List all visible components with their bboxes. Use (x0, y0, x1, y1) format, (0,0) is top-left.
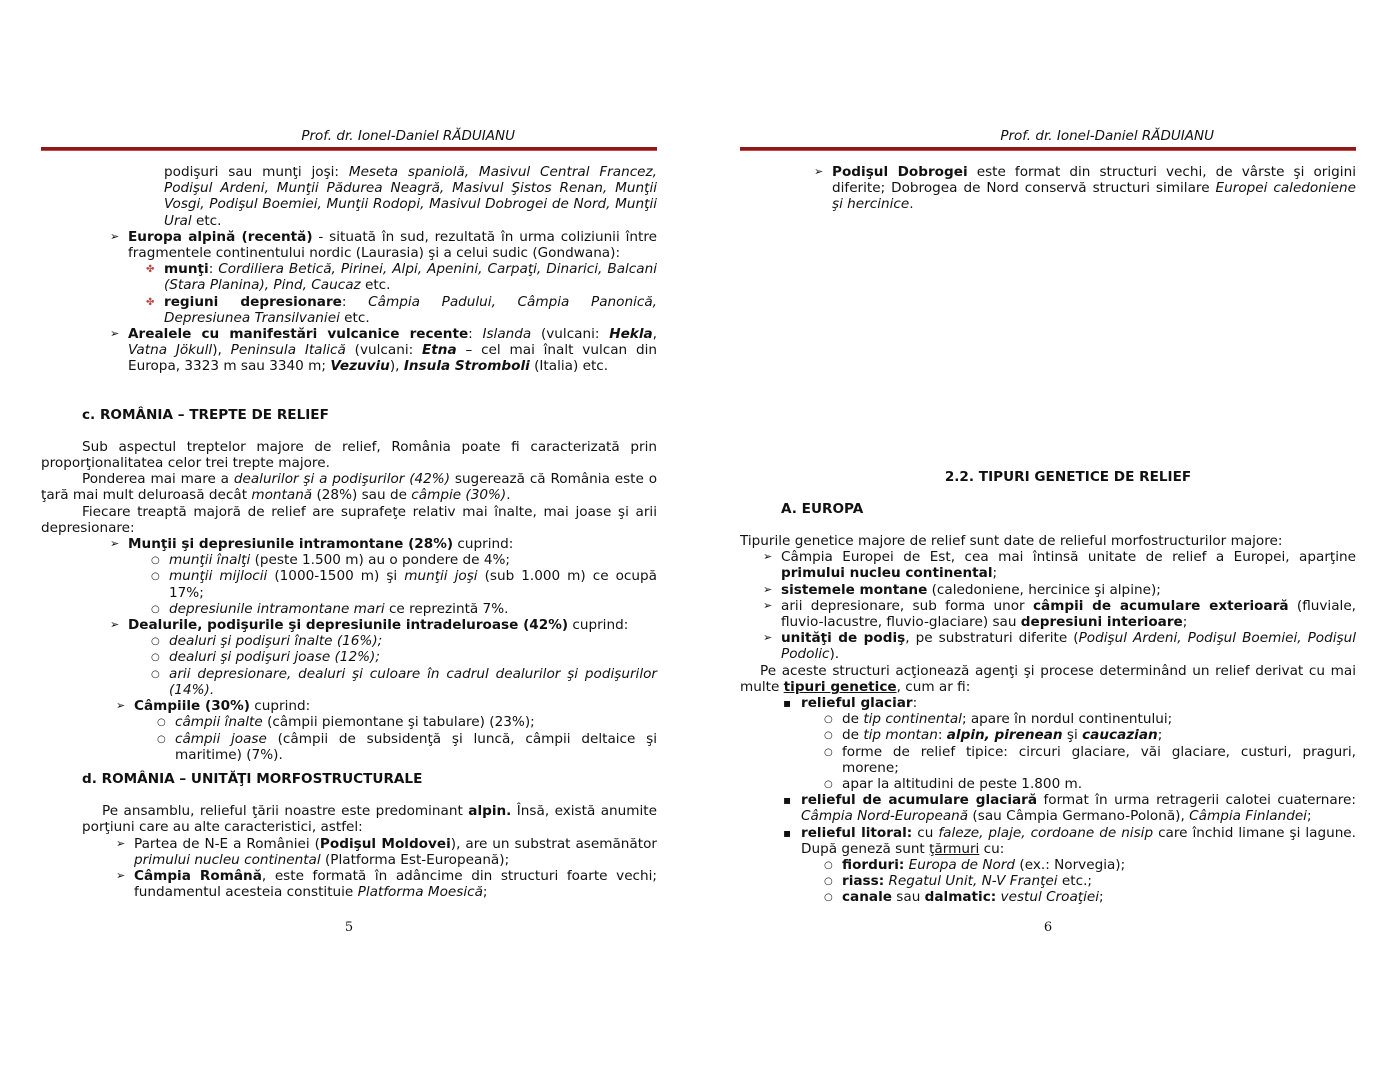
circle-bullet-icon (151, 633, 160, 650)
circle-bullet-icon (151, 601, 160, 618)
list-item: ➢ Câmpia Română, este formată în adâncime din structuri foarte vechi; fundamentul acesteia constituie Platforma Moesică; (134, 868, 657, 900)
list-item: ○ munţii înalţi (peste 1.500 m) au o pondere de 4%; (169, 552, 657, 568)
list-item: ➢ Partea de N-E a României (Podişul Moldovei), are un substrat asemănător primului nucleu continental (Platforma Est-Europeană); (134, 836, 657, 868)
section-heading: A. EUROPA (781, 500, 864, 517)
square-bullet-icon (783, 792, 791, 809)
section-heading: d. ROMÂNIA – UNITĂŢI MORFOSTRUCTURALE (82, 770, 423, 787)
arrow-bullet-icon (763, 549, 772, 565)
arrow-bullet-icon (763, 598, 772, 614)
paragraph: Tipurile genetice majore de relief sunt date de relieful morfostructurilor majore: (740, 533, 1283, 550)
circle-bullet-icon (824, 857, 833, 874)
list-item: ▪ relieful de acumulare glaciară format în urma retragerii calotei cuaternare: Câmpia Nord-Europeană (sau Câmpia Germano-Polonă), Câmpia Finlandei; (801, 792, 1356, 824)
list-item: ○ forme de relief tipice: circuri glaciare, văi glaciare, custuri, praguri, morene; (842, 744, 1356, 776)
circle-bullet-icon (157, 731, 166, 748)
paragraph: Ponderea mai mare a dealurilor şi a podişurilor (42%) sugerează că România este o ţară mai mult deluroasă decât montană (28%) sau de câmpie (30%). (41, 471, 658, 504)
circle-bullet-icon (824, 711, 833, 728)
page-header: Prof. dr. Ionel-Daniel RĂDUIANU (1000, 128, 1214, 144)
list-item: ○ canale sau dalmatic: vestul Croaţiei; (842, 889, 1356, 905)
list-item: ➢ Munţii şi depresiunile intramontane (28%) cuprind: (128, 536, 657, 552)
circle-bullet-icon (824, 727, 833, 744)
list-item: ➢ Podişul Dobrogei este format din structuri vechi, de vârste şi origini diferite; Dobrogea de Nord conservă structuri similare Europei caledoniene şi hercinice. (832, 164, 1356, 213)
arrow-bullet-icon (110, 536, 119, 552)
list-item: ➢ Arealele cu manifestări vulcanice recente: Islanda (vulcani: Hekla, Vatna Jökull), Peninsula Italică (vulcani: Etna – cel mai înalt vulcan din Europa, 3323 m sau 3340 m; Vezuviu), Insula Stromboli (Italia) etc. (128, 326, 657, 375)
right-body (740, 164, 1356, 906)
list-item: ○ fiorduri: Europa de Nord (ex.: Norvegia); (842, 857, 1356, 873)
list-item: ○ de tip montan: alpin, pirenean şi caucazian; (842, 727, 1356, 743)
section-heading: c. ROMÂNIA – TREPTE DE RELIEF (82, 406, 329, 423)
circle-bullet-icon (151, 568, 160, 585)
paragraph: Fiecare treaptă majoră de relief are suprafeţe relativ mai înalte, mai joase şi arii depresionare: (41, 503, 657, 536)
arrow-bullet-icon (116, 698, 125, 714)
paragraph: Sub aspectul treptelor majore de relief, România poate fi caracterizată prin proporţionalitatea celor trei trepte majore. (41, 438, 657, 472)
right-page (740, 0, 1356, 1080)
list-item: ○ dealuri şi podişuri înalte (16%); (169, 633, 657, 649)
list-item: ▪ relieful litoral: cu faleze, plaje, cordoane de nisip care închid limane şi lagune. După geneză sunt ţărmuri cu: (801, 825, 1356, 857)
circle-bullet-icon (151, 649, 160, 666)
list-item: podişuri sau munţi joşi: Meseta spaniolă, Masivul Central Francez, Podişul Ardeni, Munţii Pădurea Neagră, Masivul Şistos Renan, Munţii Vosgi, Podişul Boemiei, Munţii Rodopi, Masivul Dobrogei de Nord, Munţii Ural etc. (164, 164, 657, 229)
square-bullet-icon (783, 825, 791, 842)
header-rule (41, 147, 657, 151)
left-page (41, 0, 657, 1080)
arrow-bullet-icon (110, 326, 119, 342)
arrow-bullet-icon (763, 582, 772, 598)
circle-bullet-icon (151, 552, 160, 569)
list-item: ➢ unităţi de podiş, pe substraturi diferite (Podişul Ardeni, Podişul Boemiei, Podişul Podolic). (781, 630, 1356, 662)
list-item: ➢ Câmpiile (30%) cuprind: (134, 698, 657, 714)
circle-bullet-icon (157, 714, 166, 731)
list-item: ➢ sistemele montane (caledoniene, hercinice şi alpine); (781, 582, 1356, 598)
section-heading: 2.2. TIPURI GENETICE DE RELIEF (944, 468, 1192, 485)
circle-bullet-icon (824, 744, 833, 761)
list-item: ○ câmpii joase (câmpii de subsidenţă şi luncă, câmpii deltaice şi maritime) (7%). (175, 731, 657, 763)
flower-bullet-icon (146, 294, 154, 311)
paragraph: Pe ansamblu, relieful ţării noastre este predominant alpin. Însă, există anumite porţiuni care au alte caracteristici, astfel: (82, 803, 657, 836)
list-item: ✤ regiuni depresionare: Câmpia Padului, Câmpia Panonică, Depresiunea Transilvaniei etc. (164, 294, 657, 326)
header-rule (740, 147, 1356, 151)
list-item: ✤ munţi: Cordiliera Betică, Pirinei, Alpi, Apenini, Carpaţi, Dinarici, Balcani (Stara Planina), Pind, Caucaz etc. (164, 261, 657, 293)
list-item: ○ riass: Regatul Unit, N-V Franţei etc.; (842, 873, 1356, 889)
arrow-bullet-icon (763, 630, 772, 646)
list-item: ➢ Dealurile, podişurile şi depresiunile intradeluroase (42%) cuprind: (128, 617, 657, 633)
left-body (41, 164, 657, 900)
list-item: ➢ arii depresionare, sub forma unor câmpii de acumulare exterioară (fluviale, fluvio-lacustre, fluvio-glaciare) sau depresiuni interioare; (781, 598, 1356, 630)
list-item: ○ depresiunile intramontane mari ce reprezintă 7%. (169, 601, 657, 617)
circle-bullet-icon (151, 666, 160, 683)
list-item: ○ arii depresionare, dealuri şi culoare în cadrul dealurilor şi podişurilor (14%). (169, 666, 657, 698)
arrow-bullet-icon (116, 836, 125, 852)
arrow-bullet-icon (814, 164, 823, 180)
circle-bullet-icon (824, 776, 833, 793)
page-header: Prof. dr. Ionel-Daniel RĂDUIANU (301, 128, 515, 144)
circle-bullet-icon (824, 873, 833, 890)
list-item: ○ câmpii înalte (câmpii piemontane şi tabulare) (23%); (175, 714, 657, 730)
list-item: ➢ Câmpia Europei de Est, cea mai întinsă unitate de relief a Europei, aparţine primului nucleu continental; (781, 549, 1356, 581)
flower-bullet-icon (146, 261, 154, 278)
list-item: ○ apar la altitudini de peste 1.800 m. (842, 776, 1356, 792)
arrow-bullet-icon (110, 617, 119, 633)
paragraph: Pe aceste structuri acţionează agenţi şi procese determinând un relief derivat cu mai multe tipuri genetice, cum ar fi: (740, 662, 1356, 695)
list-item: ○ de tip continental; apare în nordul continentului; (842, 711, 1356, 727)
arrow-bullet-icon (110, 229, 119, 245)
circle-bullet-icon (824, 889, 833, 906)
square-bullet-icon (783, 695, 791, 712)
list-item: ○ dealuri şi podişuri joase (12%); (169, 649, 657, 665)
page-number: 5 (344, 920, 354, 935)
page-number: 6 (1043, 920, 1053, 935)
list-item: ➢ Europa alpină (recentă) - situată în sud, rezultată în urma coliziunii între fragmentele continentului nordic (Laurasia) şi a celui sudic (Gondwana): (128, 229, 657, 261)
arrow-bullet-icon (116, 868, 125, 884)
list-item: ○ munţii mijlocii (1000-1500 m) şi munţii joşi (sub 1.000 m) ce ocupă 17%; (169, 568, 657, 600)
list-item: ▪ relieful glaciar: (801, 695, 1356, 711)
